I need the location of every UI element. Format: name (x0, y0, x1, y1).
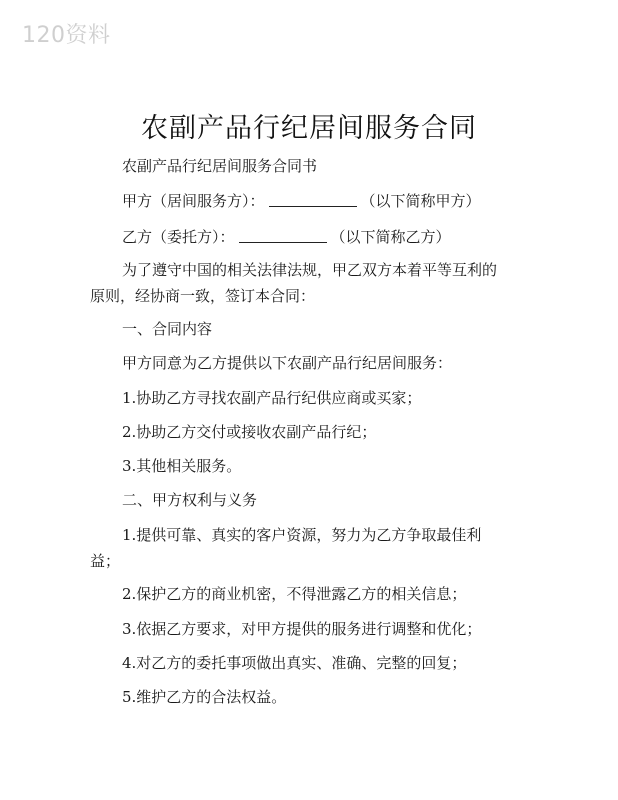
party-b-suffix: （以下简称乙方） (330, 228, 451, 246)
section1-item-2: 2.协助乙方交付或接收农副产品行纪； (122, 423, 377, 441)
party-a-line (122, 190, 481, 212)
section2-item-4: 4.对乙方的委托事项做出真实、准确、完整的回复； (122, 654, 467, 672)
section1-heading: 一、合同内容 (122, 320, 213, 338)
section2-item-1-line-1: 1.提供可靠、真实的客户资源，努力为乙方争取最佳利 (122, 526, 482, 544)
section2-item-3: 3.依据乙方要求，对甲方提供的服务进行调整和优化； (122, 620, 482, 638)
section1-item-1: 1.协助乙方寻找农副产品行纪供应商或买家； (122, 389, 422, 407)
watermark: 120资料 (22, 23, 111, 48)
party-b-label: 乙方（委托方）： (122, 228, 235, 246)
section2-item-5: 5.维护乙方的合法权益。 (122, 688, 287, 706)
section2-item-2: 2.保护乙方的商业机密，不得泄露乙方的相关信息； (122, 585, 467, 603)
preamble-line-1: 为了遵守中国的相关法律法规，甲乙双方本着平等互利的 (122, 261, 498, 279)
document-subtitle: 农副产品行纪居间服务合同书 (122, 157, 318, 175)
party-a-blank (269, 192, 357, 207)
party-b-line (122, 226, 451, 248)
document-title: 农副产品行纪居间服务合同 (141, 113, 477, 144)
section1-intro: 甲方同意为乙方提供以下农副产品行纪居间服务： (122, 354, 453, 372)
party-a-label: 甲方（居间服务方）： (122, 192, 265, 210)
section2-item-1-line-2: 益； (90, 552, 121, 570)
preamble-line-2: 原则，经协商一致，签订本合同： (90, 287, 316, 305)
section1-item-3: 3.其他相关服务。 (122, 457, 242, 475)
section2-heading: 二、甲方权利与义务 (122, 491, 258, 509)
party-b-blank (239, 228, 327, 243)
party-a-suffix: （以下简称甲方） (360, 192, 481, 210)
